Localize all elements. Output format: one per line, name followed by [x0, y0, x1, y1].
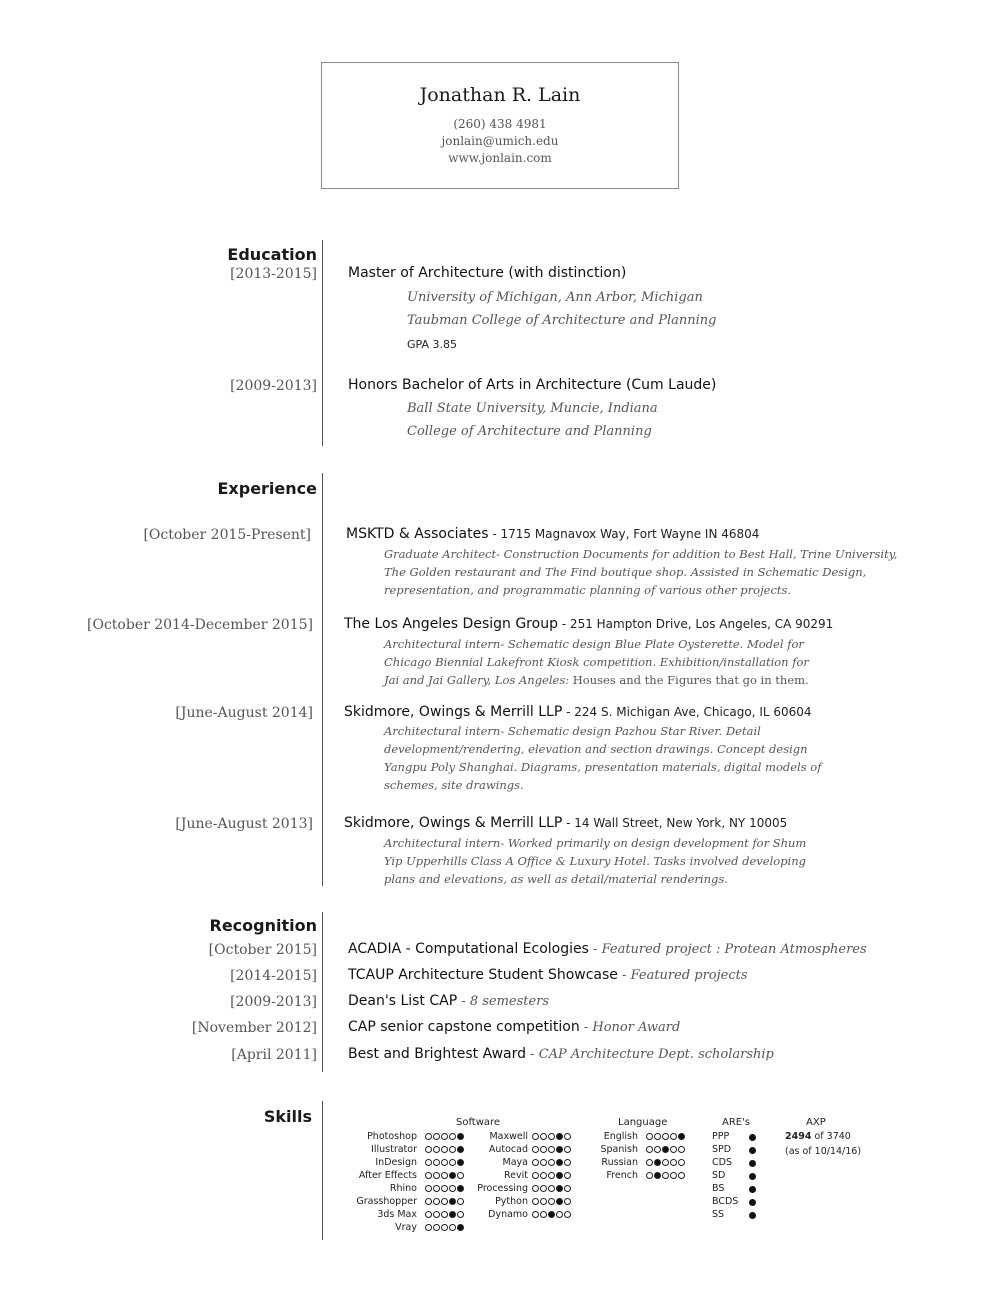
skill-row — [0, 1170, 638, 1183]
are-exam: CDS — [712, 1157, 732, 1168]
education-heading: Education — [227, 245, 317, 264]
experience-date: [June-August 2013] — [175, 816, 313, 832]
description-plain: Houses and the Figures that go in them. — [569, 673, 809, 687]
rating-dot-empty — [670, 1146, 677, 1153]
recognition-date: [2014-2015] — [230, 968, 317, 984]
software-heading: Software — [456, 1117, 501, 1128]
skill-name: Russian — [601, 1157, 638, 1168]
website-link[interactable]: www.jonlain.com — [448, 151, 552, 165]
axp-progress — [785, 1131, 851, 1144]
skill-name: English — [603, 1131, 638, 1142]
recognition-note: - Featured projects — [617, 968, 748, 983]
email-address[interactable]: jonlain@umich.edu — [441, 134, 559, 148]
skill-name: Spanish — [600, 1144, 638, 1155]
rating-dot-empty — [654, 1146, 661, 1153]
skill-rating — [646, 1146, 686, 1155]
rating-dot-empty — [540, 1211, 547, 1218]
experience-firm-line — [346, 526, 759, 542]
rating-dot-empty — [564, 1185, 571, 1192]
skill-name: Revit — [503, 1170, 528, 1181]
axp-total: of 3740 — [811, 1131, 851, 1142]
rating-dot-empty — [548, 1198, 555, 1205]
rating-dot-empty — [662, 1133, 669, 1140]
rating-dot-empty — [646, 1159, 653, 1166]
rating-dot-empty — [540, 1198, 547, 1205]
firm-name: Skidmore, Owings & Merrill LLP — [344, 704, 563, 720]
skill-row — [0, 1222, 417, 1235]
recognition-date: [October 2015] — [208, 942, 317, 958]
language-heading: Language — [618, 1117, 668, 1128]
recognition-title: ACADIA - Computational Ecologies — [348, 941, 589, 957]
experience-heading: Experience — [217, 479, 317, 498]
rating-dot-empty — [556, 1211, 563, 1218]
description-line: schemes, site drawings. — [384, 778, 524, 792]
rating-dot-empty — [564, 1211, 571, 1218]
recognition-note: - CAP Architecture Dept. scholarship — [526, 1047, 774, 1062]
rating-dot-empty — [646, 1172, 653, 1179]
recognition-date: [2009-2013] — [230, 994, 317, 1010]
skill-name: French — [606, 1170, 638, 1181]
recognition-item — [348, 1019, 680, 1035]
recognition-note: - Honor Award — [579, 1020, 681, 1035]
experience-description — [384, 722, 944, 794]
recognition-note: - 8 semesters — [457, 994, 550, 1009]
firm-name: MSKTD & Associates — [346, 526, 489, 542]
skill-name: Processing — [477, 1183, 528, 1194]
education-divider — [322, 240, 323, 446]
education-college: College of Architecture and Planning — [407, 424, 652, 439]
axp-date: (as of 10/14/16) — [785, 1146, 862, 1157]
skill-row — [0, 1157, 638, 1170]
description-line: Architectural intern- Schematic design Blue Plate Oysterette. Model for — [384, 637, 804, 651]
skill-name: After Effects — [358, 1170, 417, 1181]
are-passed-dot — [749, 1212, 756, 1219]
are-exam: SD — [712, 1170, 726, 1181]
rating-dot-filled — [556, 1198, 563, 1205]
rating-dot-filled — [457, 1224, 464, 1231]
experience-date: [June-August 2014] — [175, 705, 313, 721]
rating-dot-empty — [678, 1146, 685, 1153]
rating-dot-empty — [654, 1133, 661, 1140]
skill-row — [0, 1196, 528, 1209]
rating-dot-empty — [670, 1172, 677, 1179]
description-line — [384, 671, 944, 689]
rating-dot-filled — [662, 1146, 669, 1153]
recognition-title: CAP senior capstone competition — [348, 1019, 580, 1035]
firm-address: - 1715 Magnavox Way, Fort Wayne IN 46804 — [488, 527, 760, 541]
education-date: [2009-2013] — [230, 378, 317, 394]
description-line: plans and elevations, as well as detail/material renderings. — [384, 872, 728, 886]
skill-name: Maxwell — [489, 1131, 528, 1142]
are-exam: SS — [712, 1209, 725, 1220]
skill-name: Maya — [502, 1157, 528, 1168]
skill-name: Grasshopper — [356, 1196, 417, 1207]
rating-dot-empty — [670, 1133, 677, 1140]
experience-firm-line — [344, 815, 787, 831]
education-degree: Honors Bachelor of Arts in Architecture (Cum Laude) — [348, 377, 717, 393]
recognition-date: [April 2011] — [231, 1047, 317, 1063]
are-exam: BS — [712, 1183, 725, 1194]
education-college: Taubman College of Architecture and Planning — [407, 313, 717, 328]
rating-dot-empty — [646, 1133, 653, 1140]
education-date: [2013-2015] — [230, 266, 317, 282]
axp-hours: 2494 — [785, 1131, 812, 1142]
recognition-date: [November 2012] — [191, 1020, 317, 1036]
recognition-title: Best and Brightest Award — [348, 1046, 527, 1062]
rating-dot-empty — [532, 1198, 539, 1205]
are-passed-dot — [749, 1186, 756, 1193]
description-italic: Jai and Jai Gallery, Los Angeles: — [384, 673, 570, 687]
recognition-item — [348, 941, 867, 957]
rating-dot-empty — [678, 1172, 685, 1179]
experience-firm-line — [344, 704, 812, 720]
skill-row — [0, 1131, 638, 1144]
education-degree: Master of Architecture (with distinction) — [348, 265, 627, 281]
description-line: Architectural intern- Schematic design Pazhou Star River. Detail — [384, 724, 761, 738]
rating-dot-empty — [662, 1172, 669, 1179]
skill-name: Vray — [395, 1222, 417, 1233]
rating-dot-empty — [548, 1185, 555, 1192]
recognition-title: TCAUP Architecture Student Showcase — [348, 967, 618, 983]
rating-dot-filled — [654, 1159, 661, 1166]
are-exam: BCDS — [712, 1196, 739, 1207]
skill-name: Rhino — [389, 1183, 417, 1194]
recognition-heading: Recognition — [209, 916, 317, 935]
skills-heading: Skills — [263, 1107, 312, 1126]
skill-name: Python — [495, 1196, 528, 1207]
are-passed-dot — [749, 1147, 756, 1154]
education-school: University of Michigan, Ann Arbor, Michigan — [407, 290, 703, 305]
skill-name: Illustrator — [371, 1144, 417, 1155]
recognition-title: Dean's List CAP — [348, 993, 458, 1009]
experience-firm-line — [344, 616, 833, 632]
skill-name: Autocad — [488, 1144, 528, 1155]
experience-date: [October 2014-December 2015] — [87, 617, 313, 633]
skill-rating — [532, 1211, 572, 1220]
description-line: development/rendering, elevation and section drawings. Concept design — [384, 742, 808, 756]
candidate-name: Jonathan R. Lain — [419, 84, 581, 106]
skill-rating — [646, 1133, 686, 1142]
recognition-item — [348, 967, 748, 983]
firm-address: - 251 Hampton Drive, Los Angeles, CA 90291 — [557, 617, 834, 631]
skill-rating — [646, 1172, 686, 1181]
rating-dot-filled — [654, 1172, 661, 1179]
rating-dot-empty — [532, 1185, 539, 1192]
description-line: The Golden restaurant and The Find boutique shop. Assisted in Schematic Design, — [384, 565, 867, 579]
firm-address: - 224 S. Michigan Ave, Chicago, IL 60604 — [562, 705, 812, 719]
experience-description — [384, 545, 944, 599]
are-exam: SPD — [712, 1144, 732, 1155]
description-line: Yip Upperhills Class A Office & Luxury Hotel. Tasks involved developing — [384, 854, 806, 868]
skill-rating — [646, 1159, 686, 1168]
rating-dot-empty — [449, 1224, 456, 1231]
skill-row — [0, 1144, 638, 1157]
rating-dot-empty — [670, 1159, 677, 1166]
are-passed-dot — [749, 1160, 756, 1167]
firm-name: Skidmore, Owings & Merrill LLP — [344, 815, 563, 831]
rating-dot-empty — [662, 1159, 669, 1166]
education-school: Ball State University, Muncie, Indiana — [407, 401, 658, 416]
skill-name: 3ds Max — [377, 1209, 417, 1220]
firm-address: - 14 Wall Street, New York, NY 10005 — [562, 816, 788, 830]
rating-dot-empty — [532, 1211, 539, 1218]
rating-dot-filled — [548, 1211, 555, 1218]
skill-name: Dynamo — [488, 1209, 528, 1220]
experience-description — [384, 834, 944, 888]
skill-rating — [425, 1224, 465, 1233]
experience-description — [384, 635, 944, 689]
phone-number: (260) 438 4981 — [453, 117, 547, 131]
are-passed-dot — [749, 1173, 756, 1180]
ares-heading: ARE's — [722, 1117, 751, 1128]
description-line: Architectural intern- Worked primarily on design development for Shum — [384, 836, 807, 850]
recognition-divider — [322, 912, 323, 1072]
skill-rating — [532, 1185, 572, 1194]
rating-dot-empty — [564, 1198, 571, 1205]
rating-dot-empty — [425, 1224, 432, 1231]
description-line: representation, and programmatic planning of various other projects. — [384, 583, 792, 597]
skill-name: InDesign — [375, 1157, 417, 1168]
skill-row — [0, 1209, 528, 1222]
rating-dot-empty — [540, 1185, 547, 1192]
are-passed-dot — [749, 1134, 756, 1141]
contact-header-box — [321, 62, 679, 189]
firm-name: The Los Angeles Design Group — [344, 616, 558, 632]
rating-dot-empty — [433, 1224, 440, 1231]
recognition-item — [348, 993, 549, 1009]
experience-divider — [322, 473, 323, 886]
skill-rating — [532, 1198, 572, 1207]
rating-dot-empty — [646, 1146, 653, 1153]
rating-dot-filled — [556, 1185, 563, 1192]
education-gpa: GPA 3.85 — [407, 338, 457, 351]
recognition-note: - Featured project : Protean Atmospheres — [588, 942, 867, 957]
rating-dot-filled — [678, 1133, 685, 1140]
recognition-item — [348, 1046, 774, 1062]
description-line: Chicago Biennial Lakefront Kiosk competition. Exhibition/installation for — [384, 655, 809, 669]
skill-name: Photoshop — [367, 1131, 417, 1142]
description-line: Yangpu Poly Shanghai. Diagrams, presentation materials, digital models of — [384, 760, 822, 774]
description-line: Graduate Architect- Construction Documents for addition to Best Hall, Trine University, — [384, 547, 898, 561]
skill-row — [0, 1183, 528, 1196]
are-passed-dot — [749, 1199, 756, 1206]
rating-dot-empty — [678, 1159, 685, 1166]
experience-date: [October 2015-Present] — [143, 527, 311, 543]
are-exam: PPP — [712, 1131, 730, 1142]
rating-dot-empty — [441, 1224, 448, 1231]
axp-heading: AXP — [806, 1117, 826, 1128]
